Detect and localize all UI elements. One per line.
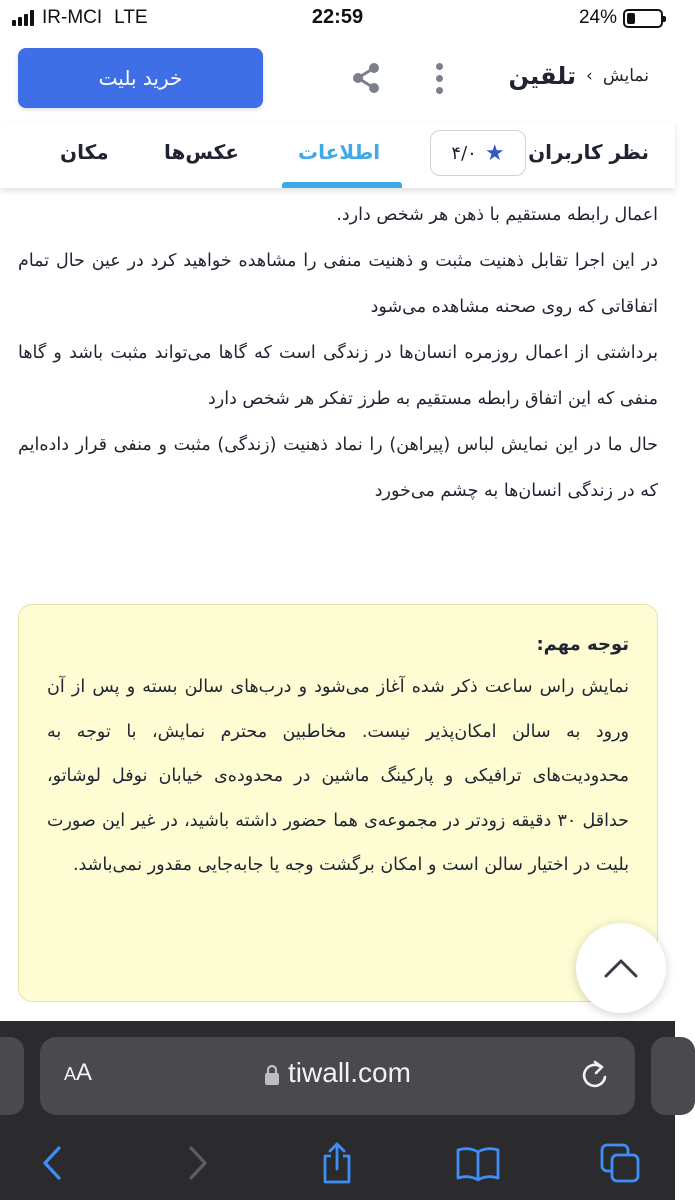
active-tab-indicator: [282, 182, 402, 188]
previous-tab-address-bar[interactable]: [0, 1037, 24, 1115]
content-area: [0, 176, 675, 1021]
scroll-to-top-button[interactable]: [576, 923, 666, 1013]
forward-icon[interactable]: [176, 1141, 220, 1185]
lock-icon: [264, 1064, 280, 1086]
tab-photos[interactable]: عکس‌ها: [164, 140, 239, 164]
tab-bar: [0, 122, 675, 188]
notice-box: [18, 604, 658, 1002]
notice-body: نمایش راس ساعت ذکر شده آغاز می‌شود و درب‌های سالن بسته و پس از آن ورود به سالن امکان‌پذیر نیست. مخاطبین محترم نمایش، با توجه به محدودیت‌های ترافیکی و پارکینگ ماشین در محدوده‌ی خیابان نوفل لوشاتو، حداقل ۳۰ دقیقه زودتر در مجموعه‌ی هما حضور داشته باشید، در غیر این صورت بلیت در اختیار سالن است و امکان برگشت وجه یا جابه‌جایی مقدور نمی‌باشد.: [47, 677, 629, 875]
battery-icon: [623, 9, 663, 28]
breadcrumb: [509, 62, 649, 90]
tab-location[interactable]: مکان: [60, 140, 109, 164]
reload-icon[interactable]: [578, 1057, 612, 1097]
tab-reviews[interactable]: نظر کاربران: [528, 140, 649, 164]
page-title: تلقین: [508, 62, 577, 90]
battery-fill: [627, 13, 635, 24]
star-icon: ★: [484, 140, 505, 166]
aa-large-letter: A: [76, 1059, 93, 1086]
browser-toolbar: [0, 1131, 675, 1191]
aa-small-letter: A: [64, 1064, 77, 1084]
carrier-name: IR-MCI: [42, 7, 103, 28]
description-line: برداشتی از اعمال روزمره انسان‌ها در زندگی است که گاها می‌تواند مثبت باشد و گاها منفی که این اتفاق رابطه مستقیم به طرز تفکر هر شخص دارد: [18, 343, 658, 409]
more-options-icon[interactable]: [424, 58, 454, 98]
description-line: اعمال رابطه مستقیم با ذهن هر شخص دارد.: [336, 205, 658, 225]
tab-info[interactable]: اطلاعات: [298, 140, 381, 164]
breadcrumb-link-show[interactable]: نمایش: [602, 66, 649, 86]
status-right: [579, 7, 663, 29]
share-icon[interactable]: [348, 60, 384, 96]
next-tab-address-bar[interactable]: [651, 1037, 695, 1115]
app-header: [0, 36, 675, 122]
battery-percent: 24%: [578, 7, 617, 28]
bookmarks-icon[interactable]: [456, 1141, 500, 1185]
breadcrumb-separator: ›: [586, 66, 593, 86]
url-text: tiwall.com: [288, 1057, 411, 1088]
status-time: 22:59: [311, 6, 364, 28]
browser-chrome: [0, 1021, 675, 1200]
tabs-icon[interactable]: [598, 1141, 642, 1185]
back-icon[interactable]: [30, 1141, 74, 1185]
description: [18, 176, 658, 514]
rating-chip[interactable]: [430, 130, 526, 176]
description-line: در این اجرا تقابل ذهنیت مثبت و ذهنیت منفی را مشاهده خواهید کرد در عین حال تمام اتفاقاتی که روی صحنه مشاهده می‌شود: [18, 251, 658, 317]
rating-value: ۴/۰: [451, 142, 477, 164]
status-bar: [0, 0, 675, 36]
notice-title: توجه مهم:: [536, 634, 629, 655]
address-bar[interactable]: [40, 1037, 635, 1115]
chevron-up-icon: [603, 957, 639, 979]
description-line: حال ما در این نمایش لباس (پیراهن) را نماد ذهنیت (زندگی) مثبت و منفی قرار داده‌ایم که در زندگی انسان‌ها به چشم می‌خورد: [18, 435, 658, 501]
url-display[interactable]: [40, 1057, 635, 1089]
share-sheet-icon[interactable]: [315, 1141, 359, 1185]
network-type: LTE: [114, 7, 148, 28]
buy-ticket-button[interactable]: خرید بلیت: [18, 48, 263, 108]
